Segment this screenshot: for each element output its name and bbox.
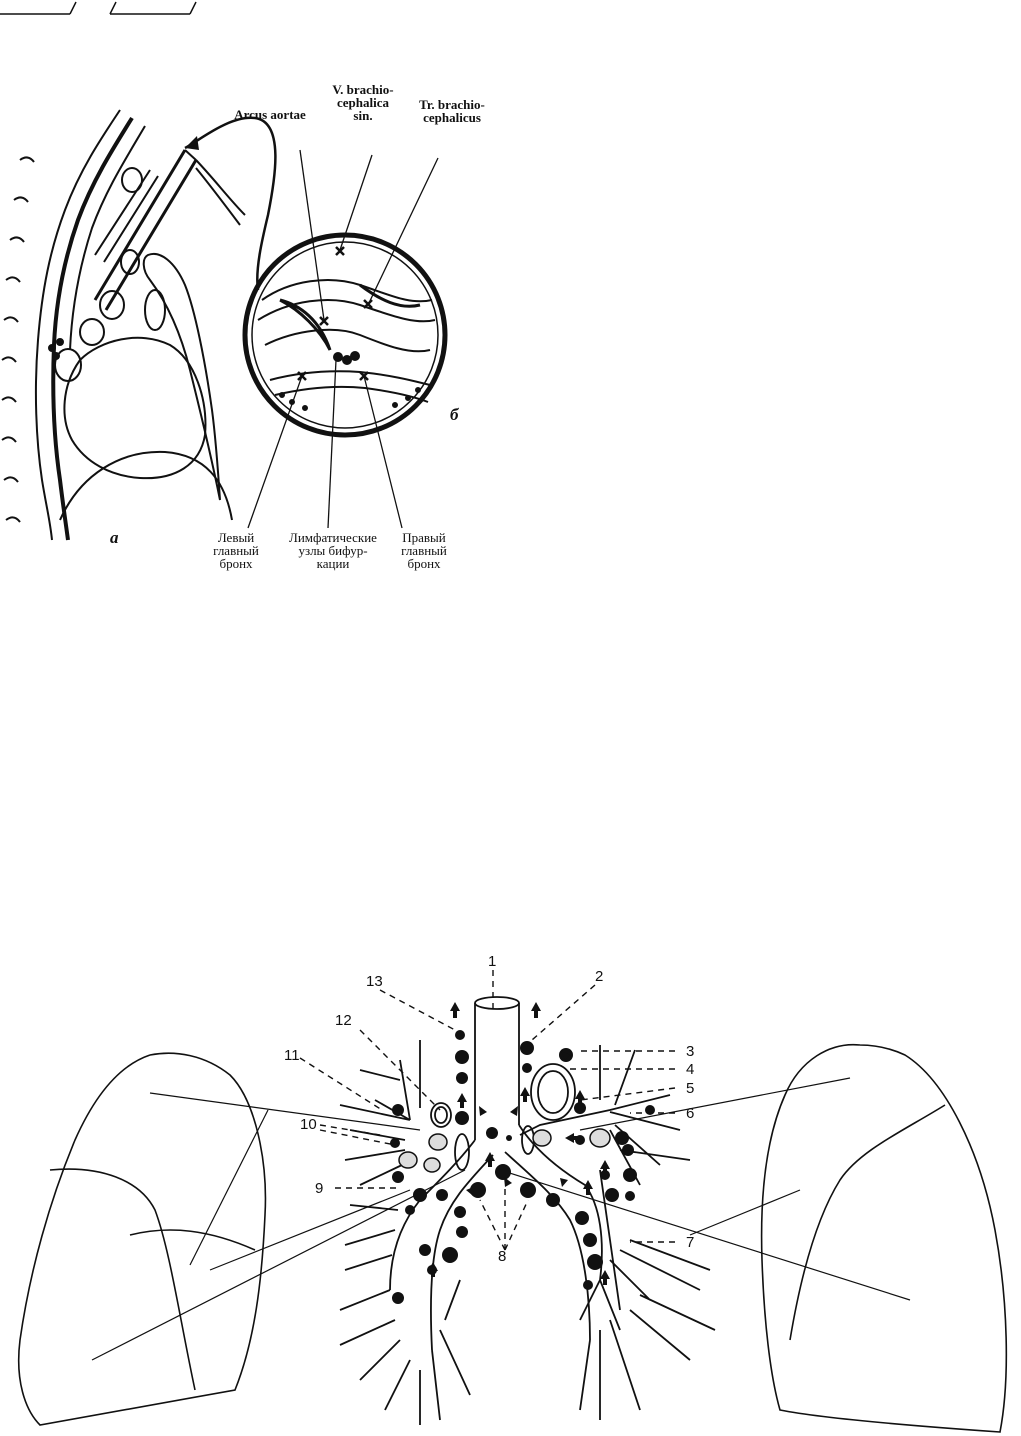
label-5: 5 [686,1080,695,1097]
label-7: 7 [686,1234,695,1251]
label-6: 6 [686,1105,695,1122]
label-2: 2 [595,968,604,985]
panel-label-b: б [450,405,459,424]
bottom-leader-lines [92,1078,910,1360]
label-right-main-bronchus: Правый главный бронх [401,530,447,571]
panel-label-a: а [110,528,119,547]
label-9: 9 [315,1180,324,1197]
label-10: 10 [300,1116,317,1133]
label-11: 11 [284,1047,300,1064]
label-1: 1 [488,953,497,970]
bronchial-tree-drawing [340,997,715,1425]
label-tr-brachiocephalicus: Tr. brachio- cephalicus [419,97,485,125]
label-bifurcation-lymph-nodes: Лимфатические узлы бифур- кации [289,530,377,571]
label-v-brachiocephalica: V. brachio- cephalica sin. [332,82,394,123]
label-arcus-aortae: Arcus aortae [234,107,306,122]
label-3: 3 [686,1043,695,1060]
label-left-main-bronchus: Левый главный бронх [213,530,259,571]
label-12: 12 [335,1012,352,1029]
label-4: 4 [686,1061,695,1078]
right-lung-outline [762,1045,1007,1432]
label-13: 13 [366,973,383,990]
label-8: 8 [498,1248,507,1265]
